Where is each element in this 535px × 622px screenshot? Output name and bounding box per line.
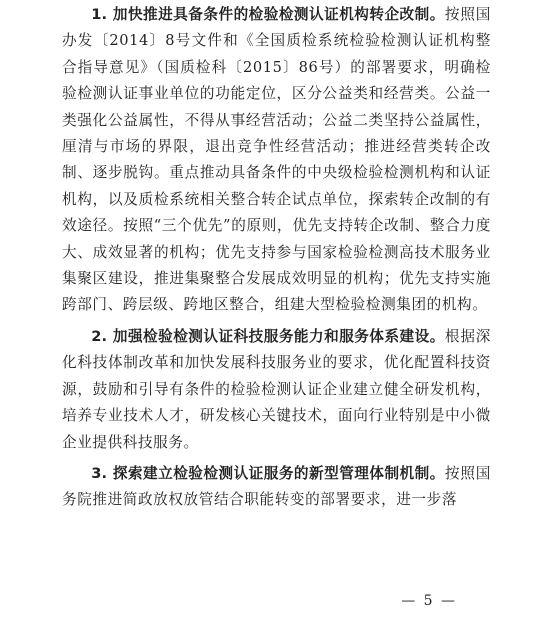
paragraph-1-body: 按照国办发〔2014〕8号文件和《全国质检系统检验检测认证机构整合指导意见》（国质检科〔2015〕86号）的部署要求，明确检验检测认证事业单位的功能定位，区分公益类和经营类。公益一类强化公益属性，不得从事经营活动；公益二类坚持公益属性，厘清与市场的界限，退出竞争性经营活动；推进经营类转企改制、逐步脱钩。重点推动具备条件的中央级检验检测机构和认证机构，以及质检系统相关整合转企试点单位，探索转企改制的有效途径。按照“三个优先”的原则，优先支持转企改制、整合力度大、成效显著的机构；优先支持参与国家检验检测高技术服务业集聚区建设，推进集聚整合发展成效明显的机构；优先支持实施跨部门、跨层级、跨地区整合，组建大型检验检测集团的机构。 bbox=[62, 6, 491, 314]
paragraph-3-body: 按照国务院推进简政放权放管结合职能转变的部署要求，进一步落 bbox=[62, 464, 491, 509]
paragraph-2-body: 根据深化科技体制改革和加快发展科技服务业的要求，优化配置科技资源，鼓励和引导有条件的检验检测认证企业建立健全研发机构，培养专业技术人才，研发核心关键技术，面向行业特别是中小微企业提供科技服务。 bbox=[62, 327, 491, 451]
paragraph-3-heading: 3. 探索建立检验检测认证服务的新型管理体制机制。 bbox=[91, 464, 445, 482]
paragraph-2-heading: 2. 加强检验检测认证科技服务能力和服务体系建设。 bbox=[91, 327, 445, 345]
page-number: — 5 — bbox=[401, 593, 457, 609]
paragraph-3 bbox=[62, 461, 491, 514]
paragraph-1-heading: 1. 加快推进具备条件的检验检测认证机构转企改制。 bbox=[91, 6, 445, 23]
paragraph-1 bbox=[62, 2, 491, 319]
paragraph-2 bbox=[62, 324, 491, 456]
